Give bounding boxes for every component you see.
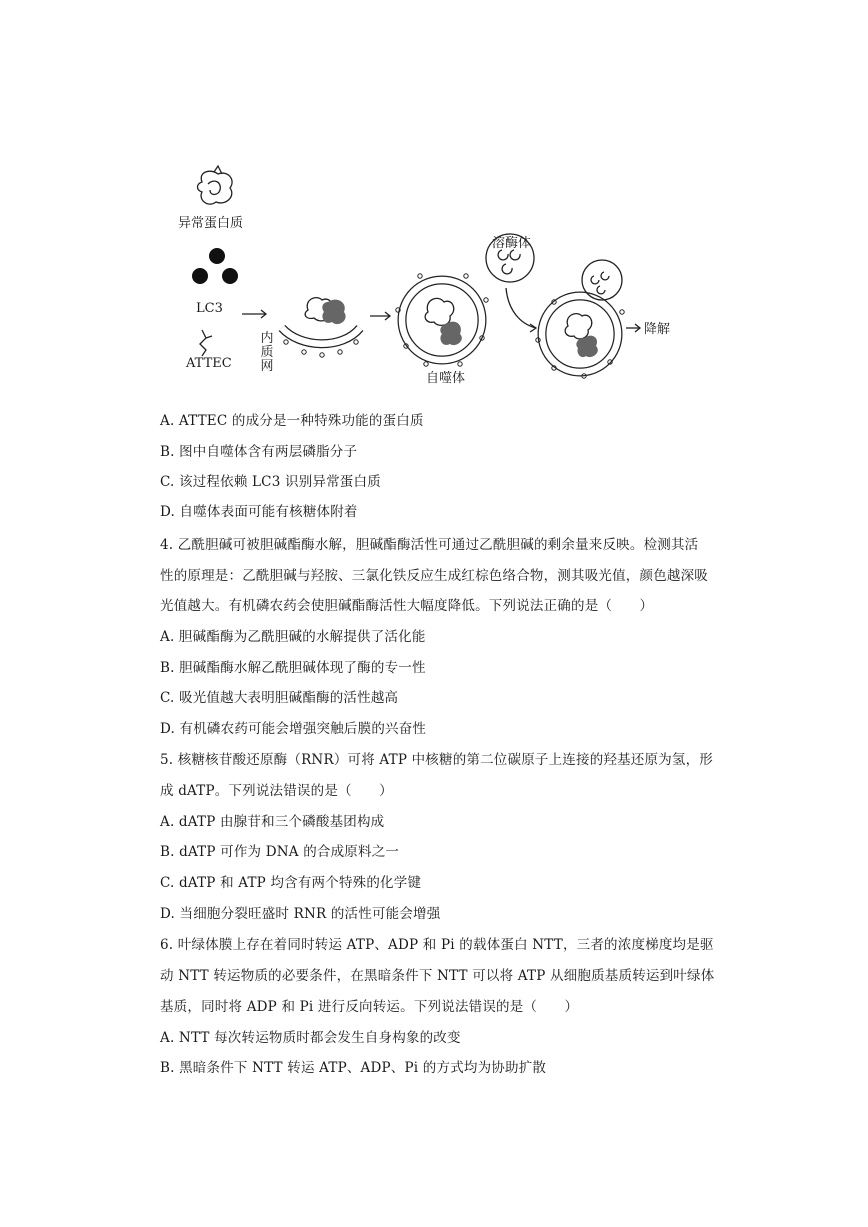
- text-line: 6. 叶绿体膜上存在着同时转运 ATP、ADP 和 Pi 的载体蛋白 NTT，三者的浓度梯度均是驱: [160, 937, 714, 953]
- text-line: 性的原理是：乙酰胆碱与羟胺、三氯化铁反应生成红棕色络合物，测其吸光值，颜色越深吸: [160, 568, 708, 584]
- text-line: 成 dATP。下列说法错误的是（ ）: [160, 783, 393, 799]
- lc3-dot: [209, 248, 225, 264]
- lc3-dot: [192, 268, 208, 284]
- text-line: D. 自噬体表面可能有核糖体附着: [160, 504, 358, 520]
- text-line: C. dATP 和 ATP 均含有两个特殊的化学键: [160, 875, 422, 891]
- text-line: B. dATP 可作为 DNA 的合成原料之一: [160, 844, 400, 860]
- text-line: C. 吸光值越大表明胆碱酯酶的活性越高: [160, 690, 399, 706]
- abnormal-protein-shape: [198, 166, 233, 204]
- text-line: D. 有机磷农药可能会增强突触后膜的兴奋性: [160, 721, 427, 737]
- autophagy-diagram-drawing: [170, 160, 710, 390]
- label-lysosome: 溶酶体: [492, 236, 532, 251]
- label-lc3: LC3: [196, 301, 223, 316]
- text-line: A. ATTEC 的成分是一种特殊功能的蛋白质: [160, 413, 424, 429]
- text-line: 4. 乙酰胆碱可被胆碱酯酶水解，胆碱酯酶活性可通过乙酰胆碱的剩余量来反映。检测其活: [160, 537, 699, 553]
- text-line: 5. 核糖核苷酸还原酶（RNR）可将 ATP 中核糖的第二位碳原子上连接的羟基还原为氢，形: [160, 752, 713, 768]
- text-line: A. dATP 由腺苷和三个磷酸基团构成: [160, 814, 385, 830]
- text-line: B. 图中自噬体含有两层磷脂分子: [160, 444, 358, 460]
- text-line: D. 当细胞分裂旺盛时 RNR 的活性可能会增强: [160, 906, 441, 922]
- label-abnormal-protein: 异常蛋白质: [178, 216, 244, 231]
- label-degradation: 降解: [644, 322, 671, 337]
- text-line: B. 胆碱酯酶水解乙酰胆碱体现了酶的专一性: [160, 660, 426, 676]
- text-line: 基质，同时将 ADP 和 Pi 进行反向转运。下列说法错误的是（ ）: [160, 999, 579, 1015]
- label-autophagosome: 自噬体: [426, 371, 466, 386]
- text-line: 动 NTT 转运物质的必要条件，在黑暗条件下 NTT 可以将 ATP 从细胞质基质转运到叶绿体: [160, 968, 715, 984]
- autophagy-diagram: [170, 160, 710, 390]
- label-er: 内质网: [260, 331, 274, 374]
- text-line: A. 胆碱酯酶为乙酰胆碱的水解提供了活化能: [160, 629, 426, 645]
- lc3-dot: [222, 268, 238, 284]
- label-attec: ATTEC: [186, 356, 232, 371]
- text-line: 光值越大。有机磷农药会使胆碱酯酶活性大幅度降低。下列说法正确的是（ ）: [160, 598, 654, 614]
- text-line: B. 黑暗条件下 NTT 转运 ATP、ADP、Pi 的方式均为协助扩散: [160, 1060, 547, 1076]
- text-line: A. NTT 每次转运物质时都会发生自身构象的改变: [160, 1030, 461, 1046]
- text-line: C. 该过程依赖 LC3 识别异常蛋白质: [160, 474, 381, 490]
